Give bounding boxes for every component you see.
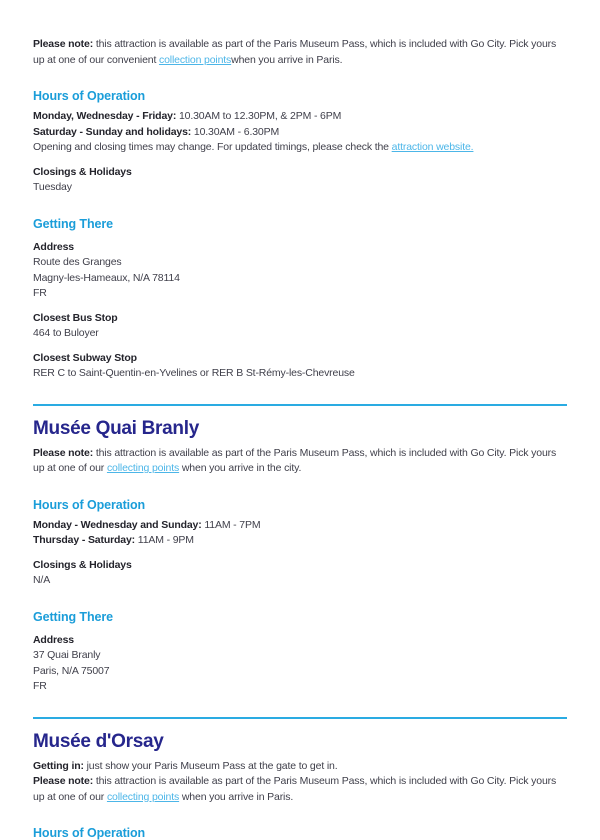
schedule-times: 11AM - 9PM bbox=[135, 534, 194, 546]
schedule-line bbox=[33, 533, 567, 549]
hours-of-operation-heading: Hours of Operation bbox=[33, 89, 567, 103]
closings-value: Tuesday bbox=[33, 180, 567, 196]
please-note-paragraph bbox=[33, 774, 567, 805]
getting-there-heading: Getting There bbox=[33, 610, 567, 624]
attraction-website-link[interactable]: attraction website. bbox=[392, 141, 474, 153]
timing-note-text: Opening and closing times may change. For updated timings, please check the bbox=[33, 141, 392, 153]
closings-block bbox=[33, 558, 567, 589]
please-note-suffix: when you arrive in Paris. bbox=[231, 54, 342, 66]
bus-stop-value: 464 to Buloyer bbox=[33, 326, 567, 342]
please-note-label: Please note: bbox=[33, 775, 93, 787]
subway-stop-value: RER C to Saint-Quentin-en-Yvelines or RER B St-Rémy-les-Chevreuse bbox=[33, 366, 567, 382]
schedule-times: 10.30AM to 12.30PM, & 2PM - 6PM bbox=[176, 110, 341, 122]
section-divider bbox=[33, 404, 567, 406]
please-note-suffix: when you arrive in the city. bbox=[179, 462, 301, 474]
address-block bbox=[33, 240, 567, 302]
closings-block bbox=[33, 165, 567, 196]
attraction-section-quai-branly bbox=[33, 418, 567, 695]
attraction-title: Musée d'Orsay bbox=[33, 731, 567, 753]
collecting-points-link[interactable]: collecting points bbox=[107, 791, 179, 803]
closings-value: N/A bbox=[33, 573, 567, 589]
bus-stop-block bbox=[33, 311, 567, 342]
please-note-text: this attraction is available as part of the Paris Museum Pass, which is included with Go City. Pick yours up at one of our convenient bbox=[33, 38, 556, 66]
closings-label: Closings & Holidays bbox=[33, 165, 567, 181]
schedule-days: Saturday - Sunday and holidays: bbox=[33, 126, 191, 138]
hours-of-operation-heading: Hours of Operation bbox=[33, 826, 567, 840]
schedule-line bbox=[33, 109, 567, 125]
address-line: Route des Granges bbox=[33, 255, 567, 271]
please-note-text: this attraction is available as part of the Paris Museum Pass, which is included with Go City. Pick yours up at one of our bbox=[33, 447, 556, 475]
collecting-points-link[interactable]: collecting points bbox=[107, 462, 179, 474]
address-label: Address bbox=[33, 240, 567, 256]
getting-in-text: just show your Paris Museum Pass at the gate to get in. bbox=[84, 760, 338, 772]
address-line: FR bbox=[33, 286, 567, 302]
schedule-days: Monday, Wednesday - Friday: bbox=[33, 110, 176, 122]
bus-stop-label: Closest Bus Stop bbox=[33, 311, 567, 327]
closings-label: Closings & Holidays bbox=[33, 558, 567, 574]
schedule-days: Thursday - Saturday: bbox=[33, 534, 135, 546]
getting-in-line bbox=[33, 759, 567, 775]
address-line: FR bbox=[33, 679, 567, 695]
collection-points-link[interactable]: collection points bbox=[159, 54, 231, 66]
address-label: Address bbox=[33, 633, 567, 649]
please-note-text: this attraction is available as part of the Paris Museum Pass, which is included with Go City. Pick yours up at one of our bbox=[33, 775, 556, 803]
address-block bbox=[33, 633, 567, 695]
getting-there-heading: Getting There bbox=[33, 217, 567, 231]
please-note-paragraph bbox=[33, 446, 567, 477]
attraction-section-1 bbox=[33, 37, 567, 382]
please-note-suffix: when you arrive in Paris. bbox=[179, 791, 293, 803]
attraction-section-orsay bbox=[33, 731, 567, 840]
schedule-days: Monday - Wednesday and Sunday: bbox=[33, 519, 202, 531]
please-note-paragraph bbox=[33, 37, 567, 68]
address-line: 37 Quai Branly bbox=[33, 648, 567, 664]
subway-stop-label: Closest Subway Stop bbox=[33, 351, 567, 367]
subway-stop-block bbox=[33, 351, 567, 382]
address-line: Magny-les-Hameaux, N/A 78114 bbox=[33, 271, 567, 287]
section-divider bbox=[33, 717, 567, 719]
schedule-times: 11AM - 7PM bbox=[202, 519, 261, 531]
address-line: Paris, N/A 75007 bbox=[33, 664, 567, 680]
schedule-line bbox=[33, 125, 567, 141]
please-note-label: Please note: bbox=[33, 38, 93, 50]
attraction-title: Musée Quai Branly bbox=[33, 418, 567, 440]
timing-note-line bbox=[33, 140, 567, 156]
hours-of-operation-heading: Hours of Operation bbox=[33, 498, 567, 512]
schedule-times: 10.30AM - 6.30PM bbox=[191, 126, 279, 138]
schedule-line bbox=[33, 518, 567, 534]
getting-in-label: Getting in: bbox=[33, 760, 84, 772]
please-note-label: Please note: bbox=[33, 447, 93, 459]
